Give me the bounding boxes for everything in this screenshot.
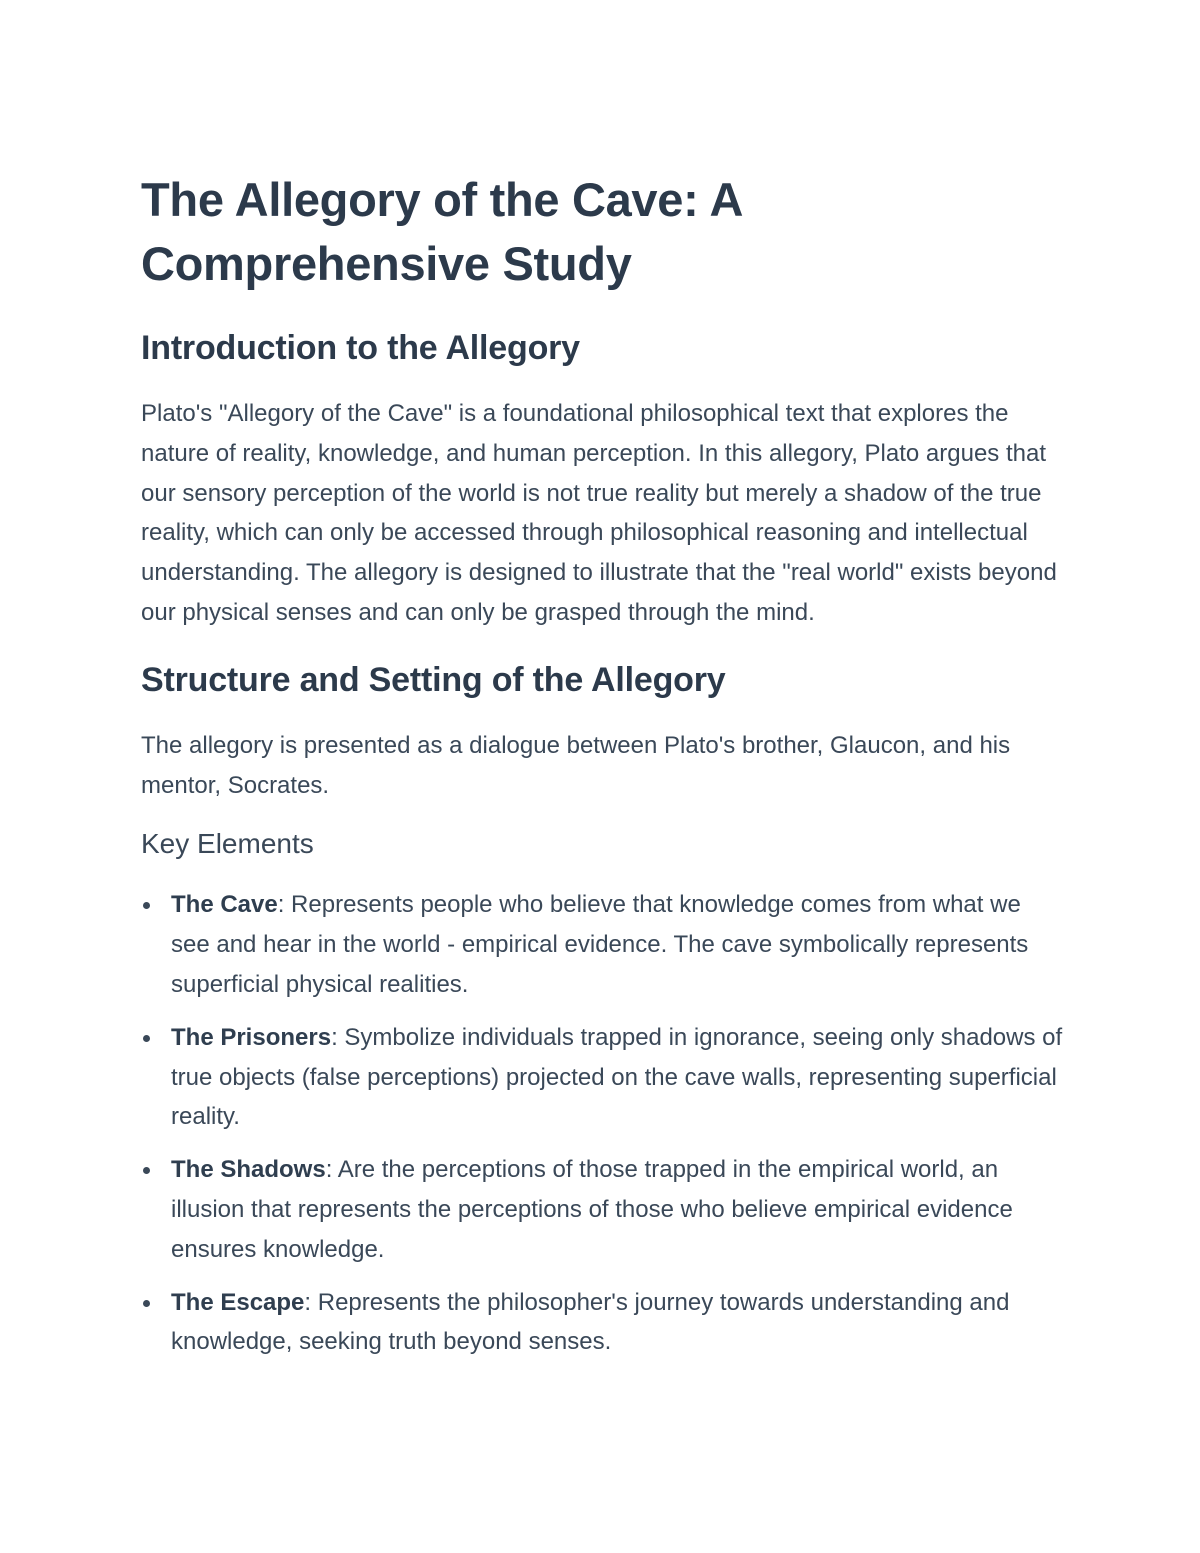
structure-paragraph: The allegory is presented as a dialogue between Plato's brother, Glaucon, and his mentor, Socrates. <box>141 731 1011 799</box>
section-heading-introduction: Introduction to the Allegory <box>141 329 580 367</box>
list-item-text: : Represents people who believe that knowledge comes from what we see and hear in the world - empirical evidence. The cave symbolically represents superficial physical realities. <box>171 891 1029 998</box>
list-item <box>141 1018 1066 1137</box>
key-elements-list <box>141 885 1066 1362</box>
list-item-term: The Shadows <box>171 1156 326 1184</box>
list-item-text: : Are the perceptions of those trapped in the empirical world, an illusion that represents the perceptions of those who believe empirical evidence ensures knowledge. <box>171 1156 1013 1263</box>
list-item <box>141 1283 1066 1363</box>
list-item-text: : Represents the philosopher's journey towards understanding and knowledge, seeking truth beyond senses. <box>171 1288 1010 1356</box>
bullet-icon <box>143 1167 150 1174</box>
document-page <box>141 168 1066 1375</box>
bullet-icon <box>143 902 150 909</box>
list-item <box>141 885 1066 1004</box>
bullet-icon <box>143 1300 150 1307</box>
section-heading-structure: Structure and Setting of the Allegory <box>141 660 726 699</box>
document-title: The Allegory of the Cave: A Comprehensive Study <box>141 173 742 290</box>
introduction-paragraph: Plato's "Allegory of the Cave" is a foundational philosophical text that explores the nature of reality, knowledge, and human perception. In this allegory, Plato argues that our sensory perception of the world is not true reality but merely a shadow of the true reality, which can only be accessed through philosophical reasoning and intellectual understanding. The allegory is designed to illustrate that the "real world" exists beyond our physical senses and can only be grasped through the mind. <box>141 400 1057 626</box>
list-item-term: The Escape <box>171 1288 305 1316</box>
list-item <box>141 1150 1066 1269</box>
list-item-term: The Prisoners <box>171 1023 332 1051</box>
subheading-key-elements: Key Elements <box>141 828 314 860</box>
list-item-term: The Cave <box>171 891 278 919</box>
bullet-icon <box>143 1035 150 1042</box>
list-item-text: : Symbolize individuals trapped in ignorance, seeing only shadows of true objects (false perceptions) projected on the cave walls, representing superficial reality. <box>171 1023 1063 1131</box>
